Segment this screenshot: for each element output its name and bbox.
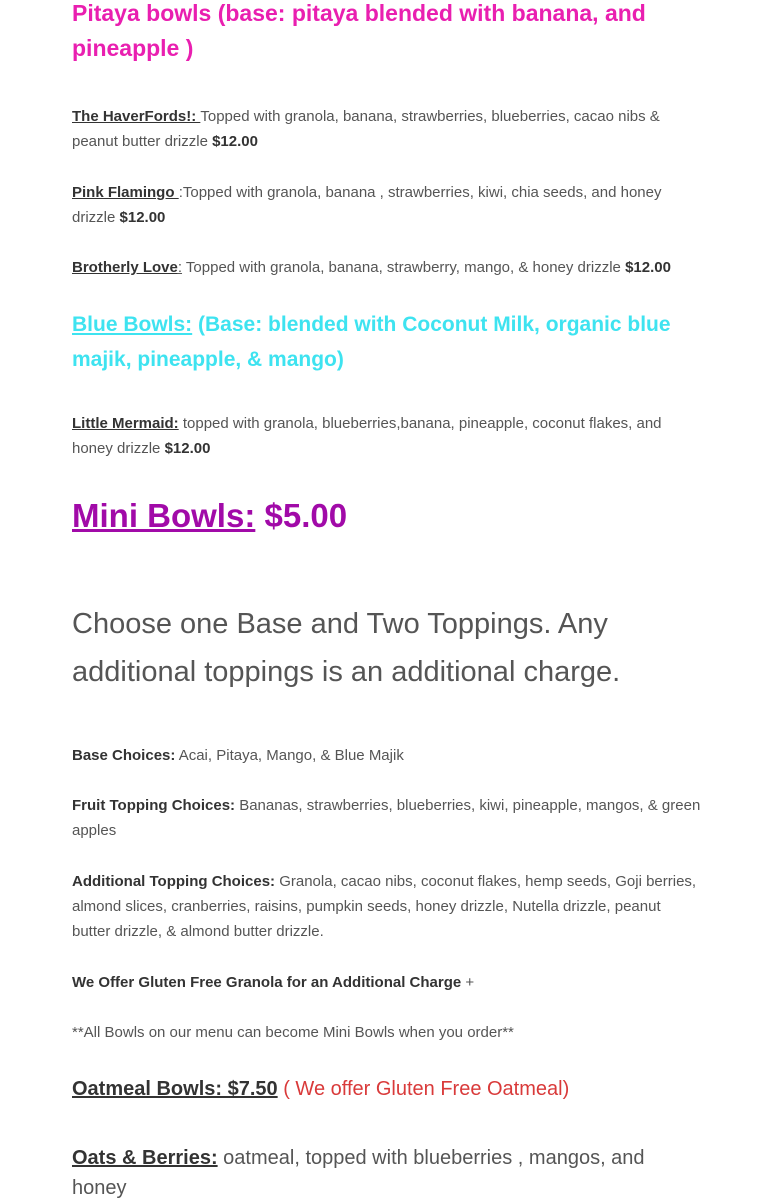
item-description: Topped with granola, banana, strawberries, blueberries, cacao nibs & peanut butter drizzle: [72, 108, 660, 150]
item-name: The HaverFords!:: [72, 108, 201, 125]
item-name: Little Mermaid:: [72, 415, 179, 432]
intro-text: Choose one Base and Two Toppings. Any additional toppings is an additional charge.: [72, 608, 621, 688]
item-name: Brotherly Love: [72, 259, 178, 276]
choice-text: Acai, Pitaya, Mango, & Blue Majik: [175, 747, 404, 764]
item-description: oatmeal, topped with blueberries , mangos, and honey: [72, 1147, 645, 1199]
item-separator: :: [177, 259, 183, 276]
choice-label: Base Choices:: [72, 747, 176, 764]
menu-item-oats-berries: [72, 1143, 702, 1203]
item-price: $12.00: [164, 440, 211, 457]
item-description: topped with granola, blueberries,banana, pineapple, coconut flakes, and honey drizzle: [72, 415, 662, 457]
choice-text: Bananas, strawberries, blueberries, kiwi, pineapple, mangos, & green apples: [72, 797, 701, 839]
mini-bowls-price: $5.00: [255, 497, 348, 534]
item-price: $12.00: [212, 133, 258, 150]
item-price: $12.00: [625, 259, 671, 276]
fruit-topping-choices: [72, 793, 702, 843]
oatmeal-bowls-heading: [72, 1074, 702, 1104]
menu-item-brotherly-love: [72, 255, 702, 280]
oatmeal-gluten-free-note: ( We offer Gluten Free Oatmeal): [277, 1078, 570, 1100]
gluten-free-granola-note: [72, 970, 702, 995]
pitaya-bowls-heading: Pitaya bowls (base: pitaya blended with banana, and pineapple ): [72, 0, 646, 61]
menu-item-pink-flamingo: [72, 180, 702, 230]
choice-text: Granola, cacao nibs, coconut flakes, hemp seeds, Goji berries, almond slices, cranberries, raisins, pumpkin seeds, honey drizzle, Nutella drizzle, peanut butter drizzle, & almond butter drizzle.: [72, 873, 697, 940]
gluten-note-suffix: +: [461, 974, 475, 991]
item-price: $12.00: [119, 209, 166, 226]
oatmeal-label: Oatmeal Bowls: $7.50: [72, 1078, 278, 1100]
item-description: Topped with granola, banana, strawberry, mango, & honey drizzle: [182, 259, 626, 276]
additional-topping-choices: [72, 869, 702, 944]
gluten-note-label: We Offer Gluten Free Granola for an Additional Charge: [72, 974, 462, 991]
mini-bowls-note: **All Bowls on our menu can become Mini Bowls when you order**: [72, 1024, 514, 1041]
item-name: Pink Flamingo: [72, 184, 179, 201]
menu-item-haverfords: [72, 104, 702, 154]
item-name: Oats & Berries:: [72, 1147, 218, 1169]
choice-label: Additional Topping Choices:: [72, 873, 276, 890]
menu-item-little-mermaid: [72, 411, 702, 461]
base-choices: [72, 743, 702, 768]
blue-bowls-base: (Base: blended with Coconut Milk, organic blue majik, pineapple, & mango): [72, 313, 671, 371]
blue-bowls-heading: [72, 307, 702, 377]
mini-bowls-heading: [72, 494, 702, 538]
item-description: :Topped with granola, banana , strawberries, kiwi, chia seeds, and honey drizzle: [72, 184, 662, 226]
blue-bowls-label: Blue Bowls:: [72, 313, 193, 336]
mini-bowls-label: Mini Bowls:: [72, 497, 256, 534]
choice-label: Fruit Topping Choices:: [72, 797, 236, 814]
